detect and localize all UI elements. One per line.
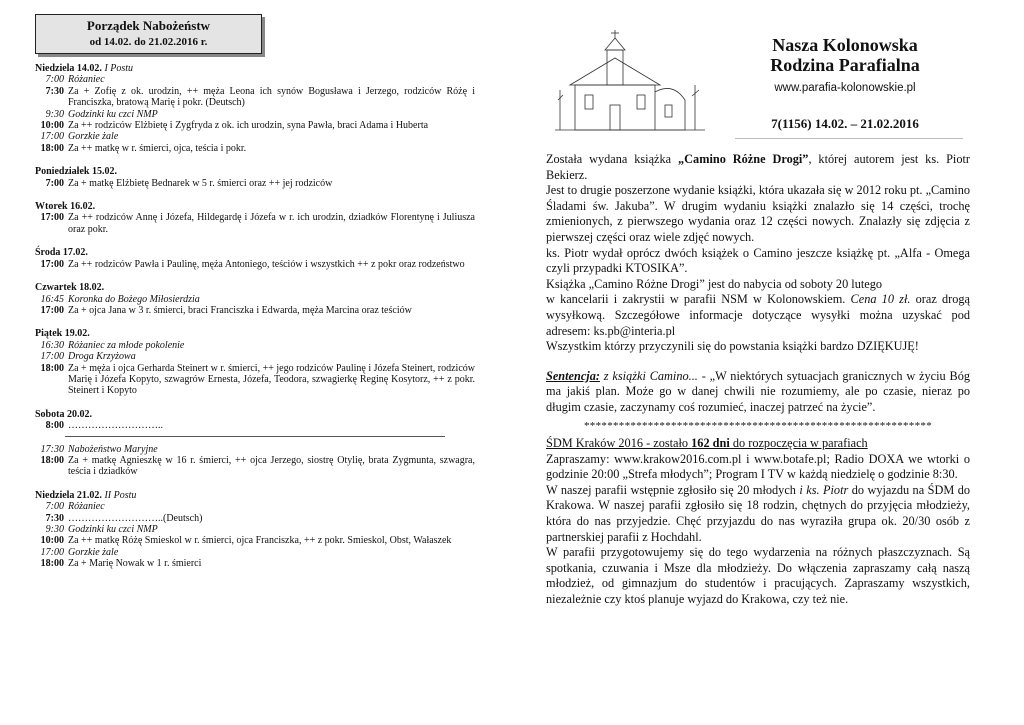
service-time: 17:00: [40, 212, 64, 224]
service-entry: [35, 501, 475, 512]
service-time: 9:30: [45, 108, 64, 120]
service-entry: [35, 524, 475, 535]
day-note: I Postu: [104, 63, 134, 74]
service-entry: [35, 444, 475, 455]
service-entry: [35, 259, 475, 270]
service-time: 17:00: [40, 304, 64, 316]
service-intention: Gorzkie żale: [68, 546, 119, 558]
sdm-paragraph: Zapraszamy: www.krakow2016.com.pl i www.botafe.pl; Radio DOXA we wtorki o godzinie 20:00 „Strefa młodych”; Program I TV w każdą niedzielę o godzinie 8:30.: [546, 451, 970, 482]
service-time: 17:00: [40, 546, 64, 558]
day-title: Niedziela 21.02. II Postu: [35, 489, 137, 501]
service-entry: [35, 178, 475, 189]
article-paragraph: Została wydana książka „Camino Różne Drogi”, której autorem jest ks. Piotr Bekierz.: [546, 152, 971, 182]
service-intention: Za ++ rodziców Pawła i Paulinę, męża Antoniego, teściów i wszystkich ++ z pokr oraz rodzeństwo: [68, 258, 465, 270]
day-block: [35, 282, 475, 316]
service-intention: ………………………..(Deutsch): [68, 512, 203, 524]
service-time: 17:00: [40, 351, 64, 363]
day-title: Czwartek 18.02.: [35, 282, 105, 294]
service-entry: [35, 351, 475, 362]
service-intention: Za + męża i ojca Gerharda Steinert w r. śmierci, ++ jego rodziców Paulinę i Józefa Steinert, rodziców Marię i Józefa Kopyto, szwagrów Ernesta, Józefa, Teodora, szwagierkę Reginę Kosytorz, ++ z pokr. Steinert i Kopyto: [68, 362, 475, 397]
service-entry: [35, 294, 475, 305]
issue-number: 7(1156) 14.02. – 21.02.2016: [771, 116, 919, 131]
service-intention: Droga Krzyżowa: [68, 351, 136, 363]
service-intention: Gorzkie żale: [68, 131, 119, 143]
article-paragraph: ks. Piotr wydał oprócz dwóch książek o Camino jeszcze książkę pt. „Alfa - Omega czyli przypadki KTOSIKA”.: [546, 245, 970, 276]
service-entry: [35, 86, 475, 109]
article-paragraph: Wszystkim którzy przyczynili się do powstania książki bardzo DZIĘKUJĘ!: [546, 339, 919, 354]
service-entry: [35, 455, 475, 478]
schedule-title: Porządek Nabożeństw: [86, 18, 211, 33]
days-count: 162 dni: [691, 436, 730, 451]
spacer: [546, 355, 970, 369]
service-time: 7:00: [45, 74, 64, 86]
day-block: [35, 201, 475, 235]
service-intention: Za + matkę Agnieszkę w 16 r. śmierci, ++ ojca Jerzego, siostrę Otylię, brata Zygmunta, szwagra, teścia i dziadków: [68, 454, 475, 478]
schedule-days: [35, 63, 475, 582]
service-entry: [35, 305, 475, 316]
service-intention: Różaniec za młode pokolenie: [68, 339, 185, 351]
sentence-paragraph: [546, 369, 970, 416]
service-intention: Godzinki ku czci NMP: [68, 524, 158, 535]
sdm-paragraph: W parafii przygotowujemy się do tego wydarzenia na różnych płaszczyznach. Są spotkania, czuwania i Msze dla młodzieży. Do włączenia zapraszamy całą naszą młodzież, od gimnazjum do studentów i pracujących. Zapraszamy wszystkich, niezależnie czy ktoś planuje wyjazd do Krakowa, czy też nie.: [546, 545, 970, 607]
service-intention: Za + ojca Jana w 3 r. śmierci, braci Franciszka i Edwarda, męża Marcina oraz teściów: [68, 304, 412, 316]
day-title: Sobota 20.02.: [35, 408, 92, 420]
service-intention: Za + Marię Nowak w 1 r. śmierci: [68, 558, 202, 570]
service-entry: [35, 120, 475, 131]
service-entry: [35, 363, 475, 397]
service-time: 7:30: [45, 85, 64, 97]
service-intention: Koronka do Bożego Miłosierdzia: [68, 293, 200, 305]
service-time: 18:00: [40, 454, 64, 466]
service-time: 18:00: [40, 362, 64, 374]
schedule-page: [35, 14, 480, 570]
service-entry: [35, 513, 475, 524]
day-block: [35, 166, 475, 189]
service-intention: Za + matkę Elżbietę Bednarek w 5 r. śmierci oraz ++ jej rodziców: [68, 177, 333, 189]
service-time: 18:00: [40, 142, 64, 154]
bulletin-title-line2: Rodzina Parafialna: [770, 55, 920, 75]
service-intention: Różaniec: [68, 74, 105, 86]
service-entry: [35, 131, 475, 142]
day-block: [35, 63, 475, 154]
book-title: „Camino Różne Drogi”: [678, 152, 809, 166]
service-entry: [35, 420, 475, 431]
service-time: 10:00: [40, 120, 64, 132]
article: [546, 152, 970, 608]
sentence-label: Sentencja:: [546, 368, 600, 383]
day-title: Środa 17.02.: [35, 247, 88, 259]
entry-divider: [65, 436, 445, 437]
stars-divider: ************************************************************: [584, 419, 932, 432]
parish-website-link[interactable]: www.parafia-kolonowskie.pl: [774, 82, 916, 94]
service-time: 9:30: [45, 524, 64, 535]
service-entry: [35, 558, 475, 569]
sentence-source: z książki Camino...: [599, 368, 702, 383]
article-paragraph: w kancelarii i zakrystii w parafii NSM w Kolonowskiem. Cena 10 zł. oraz drogą wysyłkową. Szczegółowe informacje dotyczące wysyłki można uzyskać pod adresem: ks.pb@interia.pl: [546, 292, 970, 338]
schedule-header-box: [35, 14, 262, 54]
day-title: Wtorek 16.02.: [35, 201, 96, 213]
service-entry: [35, 535, 475, 546]
service-time: 17:30: [40, 443, 64, 455]
header-divider: [735, 138, 963, 139]
service-entry: [35, 143, 475, 154]
sdm-heading: ŚDM Kraków 2016 - zostało 162 dni do rozpoczęcia w parafiach: [546, 436, 868, 451]
service-entry: [35, 547, 475, 558]
service-time: 7:00: [45, 177, 64, 189]
article-paragraph: Książka „Camino Różne Drogi” jest do nabycia od soboty 20 lutego: [546, 276, 883, 291]
service-entry: [35, 212, 475, 235]
service-intention: Za ++ rodziców Elżbietę i Zygfryda z ok. ich urodzin, syna Pawła, braci Adama i Huberta: [68, 120, 429, 132]
service-time: 10:00: [40, 535, 64, 547]
service-time: 8:00: [45, 420, 64, 432]
service-time: 16:30: [40, 339, 64, 351]
service-entry: [35, 109, 475, 120]
service-entry: [35, 340, 475, 351]
service-intention: ………………………..: [68, 420, 163, 432]
day-title: Piątek 19.02.: [35, 328, 90, 340]
bulletin-title: [735, 35, 955, 75]
bulletin-title-line1: Nasza Kolonowska: [772, 35, 918, 55]
service-intention: Za + Zofię z ok. urodzin, ++ męża Leona ich synów Bogusława i Jerzego, rodziców Różę i Franciszka, bratową Marię i pokr. (Deutsch): [68, 85, 475, 109]
service-intention: Nabożeństwo Maryjne: [68, 443, 158, 455]
sdm-paragraph: W naszej parafii wstępnie zgłosiło się 20 młodych i ks. Piotr do wyjazdu na ŚDM do Krakowa. W naszej parafii zgłosiło się 18 rodzin, chętnych do przyjęcia młodzieży, która do nas przyjedzie. Chęć przyjazdu do nas wyraziła grupa ok. 20/30 osób z partnerskiej parafii z Hochdahl.: [546, 482, 970, 544]
service-intention: Za ++ rodziców Annę i Józefa, Hildegardę i Józefa w r. ich urodzin, dziadków Florentynę i Juliusza oraz pokr.: [68, 212, 475, 235]
sentence-text: - „W niektórych sytuacjach granicznych w życiu Bóg ma jakiś plan. Może go w danej chwili nie rozumiemy, ale po czasie, nieraz po długim czasie, zaczynamy coś rozumieć, inaczej patrzeć na życie”.: [546, 368, 970, 414]
service-time: 7:00: [45, 501, 64, 513]
service-time: 18:00: [40, 558, 64, 570]
service-intention: Za ++ matkę w r. śmierci, ojca, teścia i pokr.: [68, 142, 247, 154]
article-paragraph: Jest to drugie poszerzone wydanie książki, która ukazała się w 2012 roku pt. „Camino Śladami św. Jakuba”. W drugim wydaniu książki znalazło się 14 części, trochę zmienionych, z pierwszego wydania oraz 12 części nowych. Znalazły się zdjęcia z pierwszej części oraz wiele zdjęć nowych.: [546, 183, 970, 244]
service-intention: Różaniec: [68, 501, 105, 513]
service-time: 17:00: [40, 258, 64, 270]
church-illustration: [555, 30, 705, 135]
day-note: II Postu: [104, 489, 137, 501]
day-block: [35, 409, 475, 478]
service-intention: Za ++ matkę Różę Smieskol w r. śmierci, ojca Franciszka, ++ z pokr. Smieskol, Obst, Wałaszek: [68, 535, 452, 547]
day-block: [35, 247, 475, 270]
day-block: [35, 490, 475, 570]
day-title: Poniedziałek 15.02.: [35, 166, 117, 178]
service-entry: [35, 74, 475, 85]
day-title: Niedziela 14.02. I Postu: [35, 63, 134, 74]
schedule-dates: od 14.02. do 21.02.2016 r.: [89, 36, 208, 48]
service-time: 17:00: [40, 131, 64, 143]
service-time: 7:30: [45, 512, 64, 524]
service-time: 16:45: [40, 293, 64, 305]
service-intention: Godzinki ku czci NMP: [68, 108, 158, 120]
price: Cena 10 zł.: [850, 292, 911, 307]
day-block: [35, 328, 475, 396]
